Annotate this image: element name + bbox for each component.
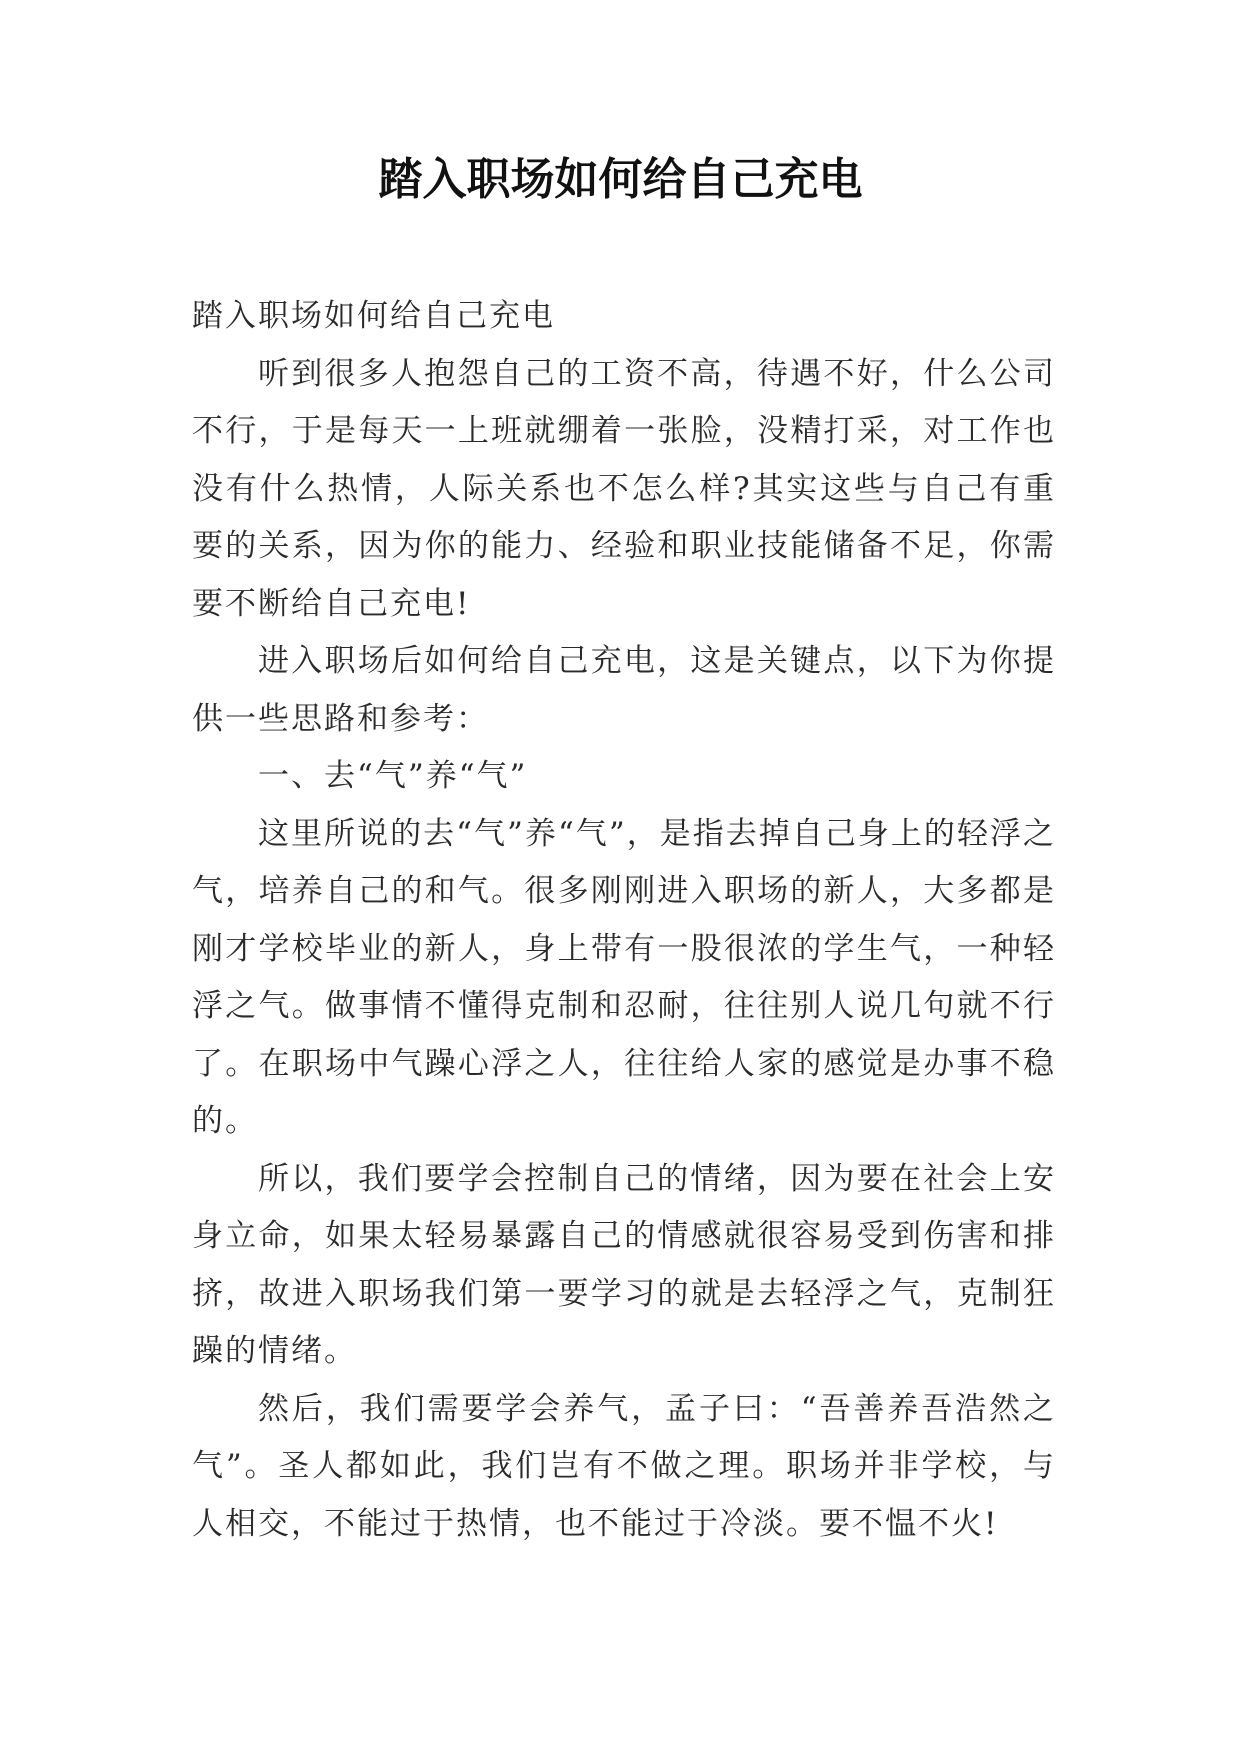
document-body: [192, 288, 1056, 1553]
paragraph-intro: 听到很多人抱怨自己的工资不高，待遇不好，什么公司不行，于是每天一上班就绷着一张脸，没精打采，对工作也没有什么热情，人际关系也不怎么样?其实这些与自己有重要的关系，因为你的能力、经验和职业技能储备不足，你需要不断给自己充电!: [192, 355, 1056, 622]
paragraph-lead: 进入职场后如何给自己充电，这是关键点，以下为你提供一些思路和参考：: [192, 643, 1056, 737]
paragraph-subtitle: 踏入职场如何给自己充电: [192, 298, 555, 334]
document-title: 踏入职场如何给自己充电: [378, 154, 863, 205]
paragraph-section-1-c: 然后，我们需要学会养气，孟子曰：“吾善养吾浩然之气”。圣人都如此，我们岂有不做之理。职场并非学校，与人相交，不能过于热情，也不能过于冷淡。要不愠不火!: [192, 1390, 1056, 1542]
paragraph-section-1-b: 所以，我们要学会控制自己的情绪，因为要在社会上安身立命，如果太轻易暴露自己的情感就很容易受到伤害和排挤，故进入职场我们第一要学习的就是去轻浮之气，克制狂躁的情绪。: [192, 1160, 1056, 1369]
paragraph-section-1-a: 这里所说的去“气”养“气”，是指去掉自己身上的轻浮之气，培养自己的和气。很多刚刚进入职场的新人，大多都是刚才学校毕业的新人，身上带有一股很浓的学生气，一种轻浮之气。做事情不懂得克制和忍耐，往往别人说几句就不行了。在职场中气躁心浮之人，往往给人家的感觉是办事不稳的。: [192, 815, 1056, 1139]
section-heading-1: 一、去“气”养“气”: [258, 758, 528, 794]
